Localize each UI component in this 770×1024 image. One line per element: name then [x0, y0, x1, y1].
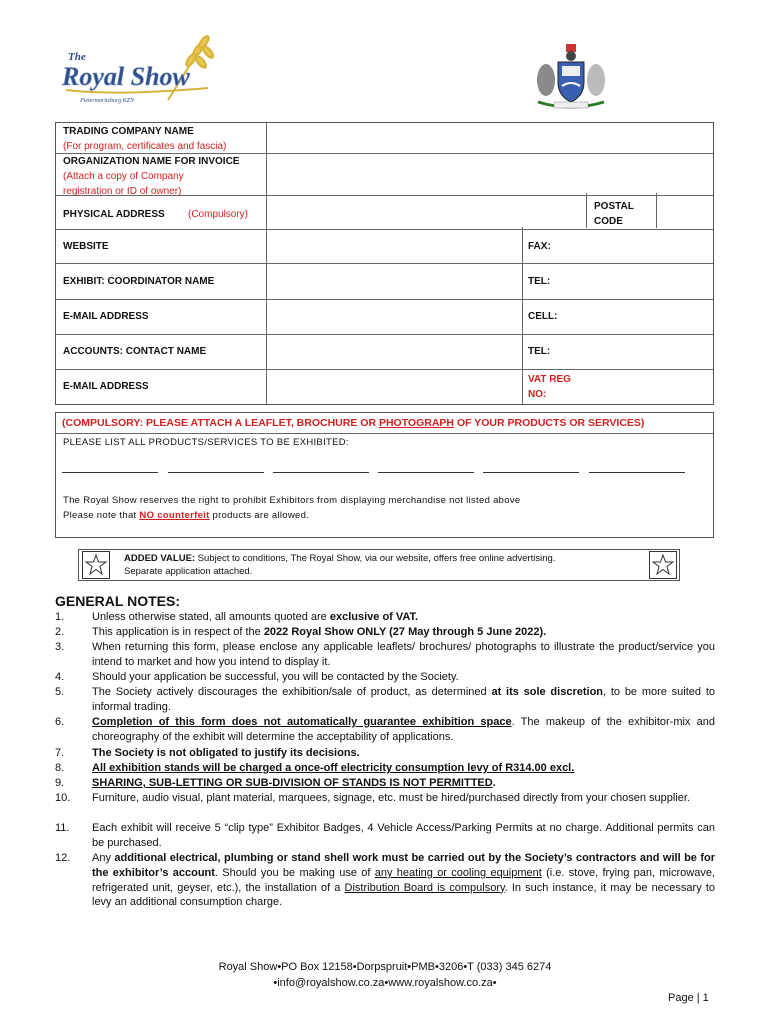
trading-company-label: TRADING COMPANY NAME [63, 126, 194, 137]
physical-address-label: PHYSICAL ADDRESS [63, 209, 165, 220]
svg-text:Pietermaritzburg KZN: Pietermaritzburg KZN [80, 98, 134, 104]
postal-code-label-2: CODE [594, 216, 623, 227]
product-blank-5[interactable] [483, 472, 579, 473]
tel-label: TEL: [528, 276, 551, 287]
tel-label-2: TEL: [528, 346, 551, 357]
fax-label: FAX: [528, 241, 551, 252]
counterfeit-notice: Please note that NO counterfeit products are allowed. [63, 510, 310, 521]
org-note-2: registration or ID of owner) [63, 186, 182, 197]
star-icon [649, 551, 677, 579]
products-list-prompt: PLEASE LIST ALL PRODUCTS/SERVICES TO BE EXHIBITED: [63, 437, 349, 448]
email-label-1: E-MAIL ADDRESS [63, 311, 149, 322]
compulsory-note: (Compulsory) [188, 209, 249, 220]
vat-reg-label-1: VAT REG [528, 374, 571, 385]
added-value-box [78, 549, 680, 581]
star-icon [82, 551, 110, 579]
website-label: WEBSITE [63, 241, 109, 252]
org-note-1: (Attach a copy of Company [63, 171, 184, 182]
coat-of-arms-icon [532, 42, 610, 112]
postal-code-label-1: POSTAL [594, 201, 634, 212]
org-name-label: ORGANIZATION NAME FOR INVOICE [63, 156, 240, 167]
coordinator-name-label: EXHIBIT: COORDINATOR NAME [63, 276, 215, 287]
email-label-2: E-MAIL ADDRESS [63, 381, 149, 392]
footer-address: Royal Show•PO Box 12158•Dorpspruit•PMB•3206•T (033) 345 6274 [218, 961, 552, 973]
exhibitor-details-table [55, 122, 714, 405]
svg-text:Royal Show: Royal Show [62, 62, 190, 91]
reserve-right-text: The Royal Show reserves the right to prohibit Exhibitors from displaying merchandise not listed above [63, 495, 521, 506]
general-notes-title: GENERAL NOTES: [55, 593, 180, 609]
footer-contact: •info@royalshow.co.za•www.royalshow.co.za• [273, 977, 497, 989]
trading-company-note: (For program, certificates and fascia) [63, 141, 227, 152]
products-compulsory-heading: (COMPULSORY: PLEASE ATTACH A LEAFLET, BROCHURE OR PHOTOGRAPH OF YOUR PRODUCTS OR SERVICES) [56, 413, 713, 434]
products-section [55, 412, 714, 538]
royal-show-logo [58, 30, 244, 108]
product-blank-2[interactable] [168, 472, 264, 473]
product-blank-3[interactable] [273, 472, 369, 473]
vat-reg-label-2: NO: [528, 389, 547, 400]
product-blank-1[interactable] [62, 472, 158, 473]
cell-label: CELL: [528, 311, 558, 322]
added-value-text: ADDED VALUE: Subject to conditions, The Royal Show, via our website, offers free online advertising. Separate application attached. [124, 553, 556, 577]
page-number: Page | 1 [668, 992, 709, 1004]
product-blank-6[interactable] [589, 472, 685, 473]
accounts-contact-label: ACCOUNTS: CONTACT NAME [63, 346, 207, 357]
svg-text:The: The [68, 51, 86, 63]
product-blank-4[interactable] [378, 472, 474, 473]
